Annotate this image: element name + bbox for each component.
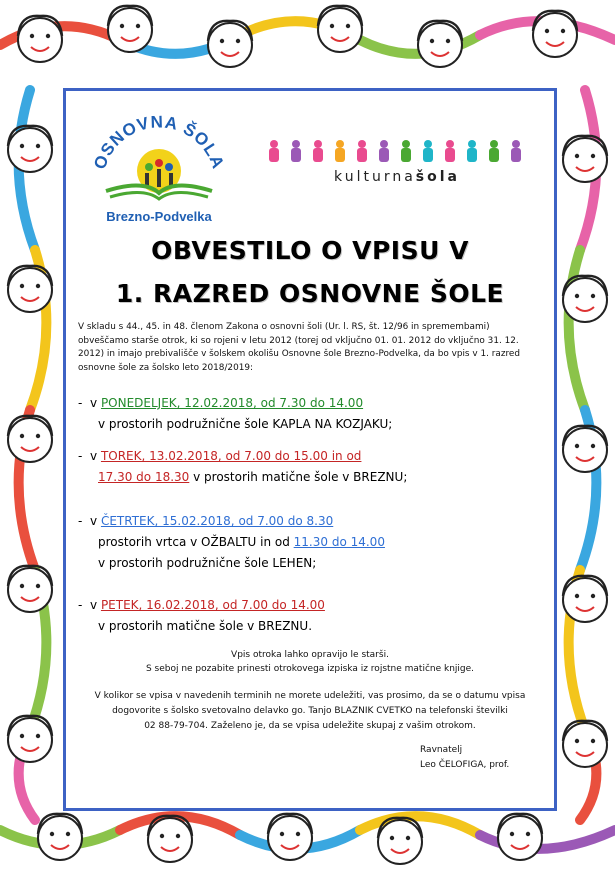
title-line-2: 1. RAZRED OSNOVNE ŠOLE bbox=[115, 279, 505, 308]
signature-block bbox=[420, 743, 530, 773]
thursday-time-2: 11.30 do 14.00 bbox=[293, 535, 385, 549]
schedule-monday: - v PONEDELJEK, 12.02.2018, od 7.30 do 14.00 v prostorih podružnične šole KAPLA NA KOZJAKU; bbox=[78, 393, 392, 435]
kulturna-sola-logo bbox=[266, 139, 528, 187]
thursday-location-2: v prostorih podružnične šole LEHEN; bbox=[98, 556, 317, 570]
note-birth-certificate: S seboj ne pozabite prinesti otrokovega izpiska iz rojstne matične knjige. bbox=[145, 664, 475, 674]
monday-date: PONEDELJEK, 12.02.2018, od 7.30 do 14.00 bbox=[100, 396, 364, 410]
logo-bottom-text: Brezno-Podvelka bbox=[106, 209, 212, 224]
friday-date: PETEK, 16.02.2018, od 7.00 do 14.00 bbox=[100, 598, 325, 612]
note-parents-only: Vpis otroka lahko opravijo le starši. bbox=[231, 650, 389, 660]
logo-arc-text: OSNOVNA ŠOLA bbox=[90, 112, 228, 172]
schedule-friday: - v PETEK, 16.02.2018, od 7.00 do 14.00 v prostorih matične šole v BREZNU. bbox=[78, 595, 325, 637]
signature-name: Leo ČELOFIGA, prof. bbox=[420, 760, 510, 770]
kulturna-sola-text: kulturnašola bbox=[334, 169, 460, 185]
tuesday-location: v prostorih matične šole v BREZNU; bbox=[193, 470, 408, 484]
signature-role: Ravnatelj bbox=[420, 745, 463, 755]
paper-people-icon bbox=[266, 139, 528, 165]
contact-line-2: dogovorite s šolsko svetovalno delavko go. Tanjo BLAZNIK CVETKO na telefonski številki bbox=[112, 706, 508, 716]
notice-panel bbox=[63, 88, 557, 811]
title-line-1: OBVESTILO O VPISU V bbox=[151, 236, 469, 265]
monday-location: v prostorih podružnične šole KAPLA NA KOZJAKU; bbox=[98, 417, 393, 431]
school-logo bbox=[84, 101, 234, 231]
tuesday-date: TOREK, 13.02.2018, od 7.00 do 15.00 in od bbox=[100, 449, 362, 463]
tuesday-evening-time: 17.30 do 18.30 bbox=[98, 470, 190, 484]
contact-line-3: 02 88-79-704. Zaželeno je, da se vpisa udeležite skupaj z vašim otrokom. bbox=[144, 721, 476, 731]
schedule-tuesday: - v TOREK, 13.02.2018, od 7.00 do 15.00 in od 17.30 do 18.30 v prostorih matične šole v BREZNU; bbox=[78, 449, 408, 484]
thursday-location-1: prostorih vrtca v OŽBALTU in od bbox=[98, 535, 290, 549]
thursday-date: ČETRTEK, 15.02.2018, od 7.00 do 8.30 bbox=[100, 514, 334, 528]
schedule-thursday: - v ČETRTEK, 15.02.2018, od 7.00 do 8.30 prostorih vrtca v OŽBALTU in od 11.30 do 14.00 v prostorih podružnične šole LEHEN; bbox=[78, 511, 385, 574]
friday-location: v prostorih matične šole v BREZNU. bbox=[98, 619, 313, 633]
intro-paragraph: V skladu s 44., 45. in 48. členom Zakona o osnovni šoli (Ur. l. RS, št. 12/96 in spremembami) obveščamo starše otrok, ki so rojeni v letu 2012 (torej od vključno 01. 01. 2012 do vključno 31. 12. 2012) in imajo prebivališče v šolskem okolišu Osnovne šole Brezno-Podvelka, da bo vpis v 1. razred osnovne šole za šolsko leto 2018/2019: bbox=[78, 322, 521, 373]
contact-line-1: V kolikor se vpisa v navedenih terminih ne morete udeležiti, vas prosimo, da se o datumu vpisa bbox=[94, 691, 526, 701]
